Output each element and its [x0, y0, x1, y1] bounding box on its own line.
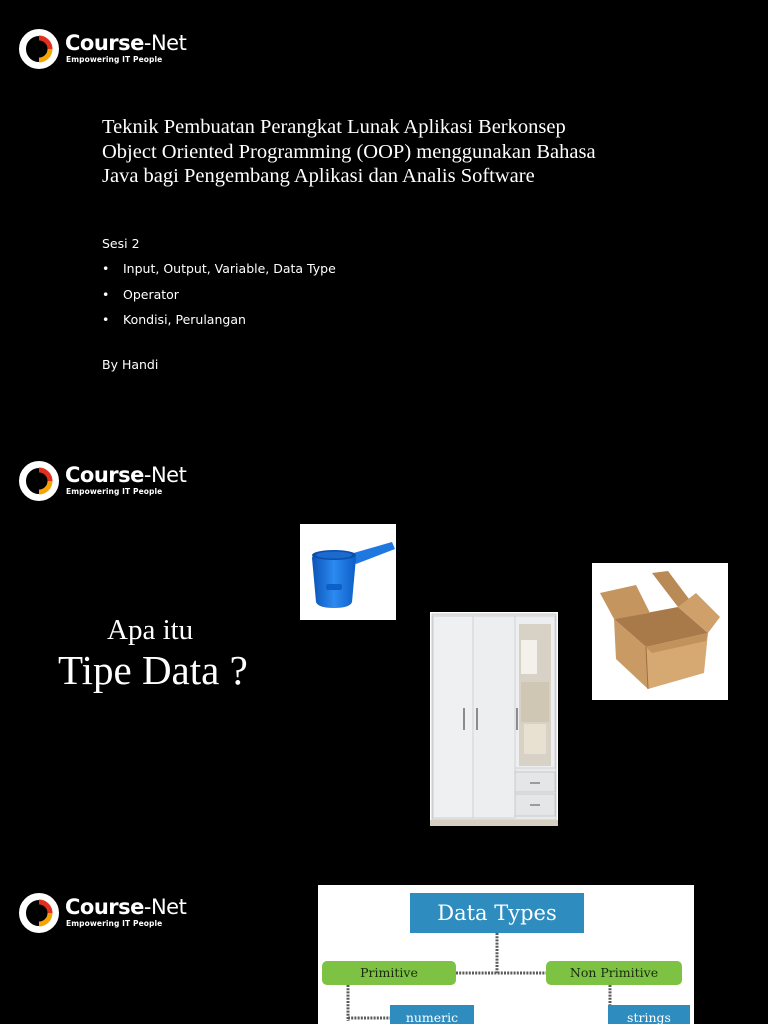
- diagram-title: Data Types: [410, 893, 584, 933]
- branch-non-primitive: Non Primitive: [546, 961, 682, 985]
- brand-name-rest: -Net: [143, 463, 187, 487]
- water-scoop-image: [300, 524, 396, 620]
- slide-title: [0, 0, 768, 432]
- course-net-ring-icon: [18, 28, 60, 70]
- question-small-text: Apa itu: [107, 614, 194, 646]
- brand-name-bold: Course: [65, 895, 144, 919]
- brand-tagline: Empowering IT People: [66, 55, 163, 64]
- bullet-icon: •: [102, 286, 110, 302]
- wardrobe-image: [430, 612, 558, 826]
- brand-tagline: Empowering IT People: [66, 487, 163, 496]
- topic-item: [102, 312, 336, 338]
- topic-label: Kondisi, Perulangan: [123, 312, 246, 327]
- cardboard-box-image: [592, 563, 728, 700]
- topic-list: [102, 261, 336, 338]
- topic-label: Input, Output, Variable, Data Type: [123, 261, 336, 276]
- course-net-ring-icon: [18, 460, 60, 502]
- brand-name: [65, 895, 186, 919]
- title-line: Teknik Pembuatan Perangkat Lunak Aplikasi Berkonsep: [102, 116, 566, 138]
- author-credit: By Handi: [102, 357, 159, 372]
- brand-name: [65, 463, 186, 487]
- session-label: Sesi 2: [102, 236, 140, 251]
- node-strings: strings: [608, 1005, 690, 1024]
- bullet-icon: •: [102, 261, 110, 276]
- title-line: Object Oriented Programming (OOP) menggunakan Bahasa: [102, 140, 596, 163]
- brand-tagline: Empowering IT People: [66, 919, 163, 928]
- brand-name: [65, 31, 186, 55]
- brand-name-bold: Course: [65, 31, 144, 55]
- course-net-logo: [18, 460, 188, 504]
- bullet-icon: •: [102, 312, 110, 327]
- topic-item: [102, 261, 336, 287]
- course-net-ring-icon: [18, 892, 60, 934]
- data-types-diagram: [318, 885, 694, 1024]
- slide-data-type-question: [0, 432, 768, 864]
- brand-name-rest: -Net: [143, 895, 187, 919]
- brand-name-rest: -Net: [143, 31, 187, 55]
- topic-item: [102, 287, 336, 313]
- topic-label: Operator: [123, 286, 179, 302]
- node-numeric: numeric: [390, 1005, 474, 1024]
- slide-data-types-diagram: [0, 864, 768, 1024]
- brand-name-bold: Course: [65, 463, 144, 487]
- course-net-logo: [18, 28, 188, 72]
- slide-title-text: [102, 115, 702, 189]
- question-large-text: Tipe Data ?: [58, 647, 248, 693]
- course-net-logo: [18, 892, 188, 936]
- title-line: Java bagi Pengembang Aplikasi dan Analis Software: [102, 165, 535, 187]
- branch-primitive: Primitive: [322, 961, 456, 985]
